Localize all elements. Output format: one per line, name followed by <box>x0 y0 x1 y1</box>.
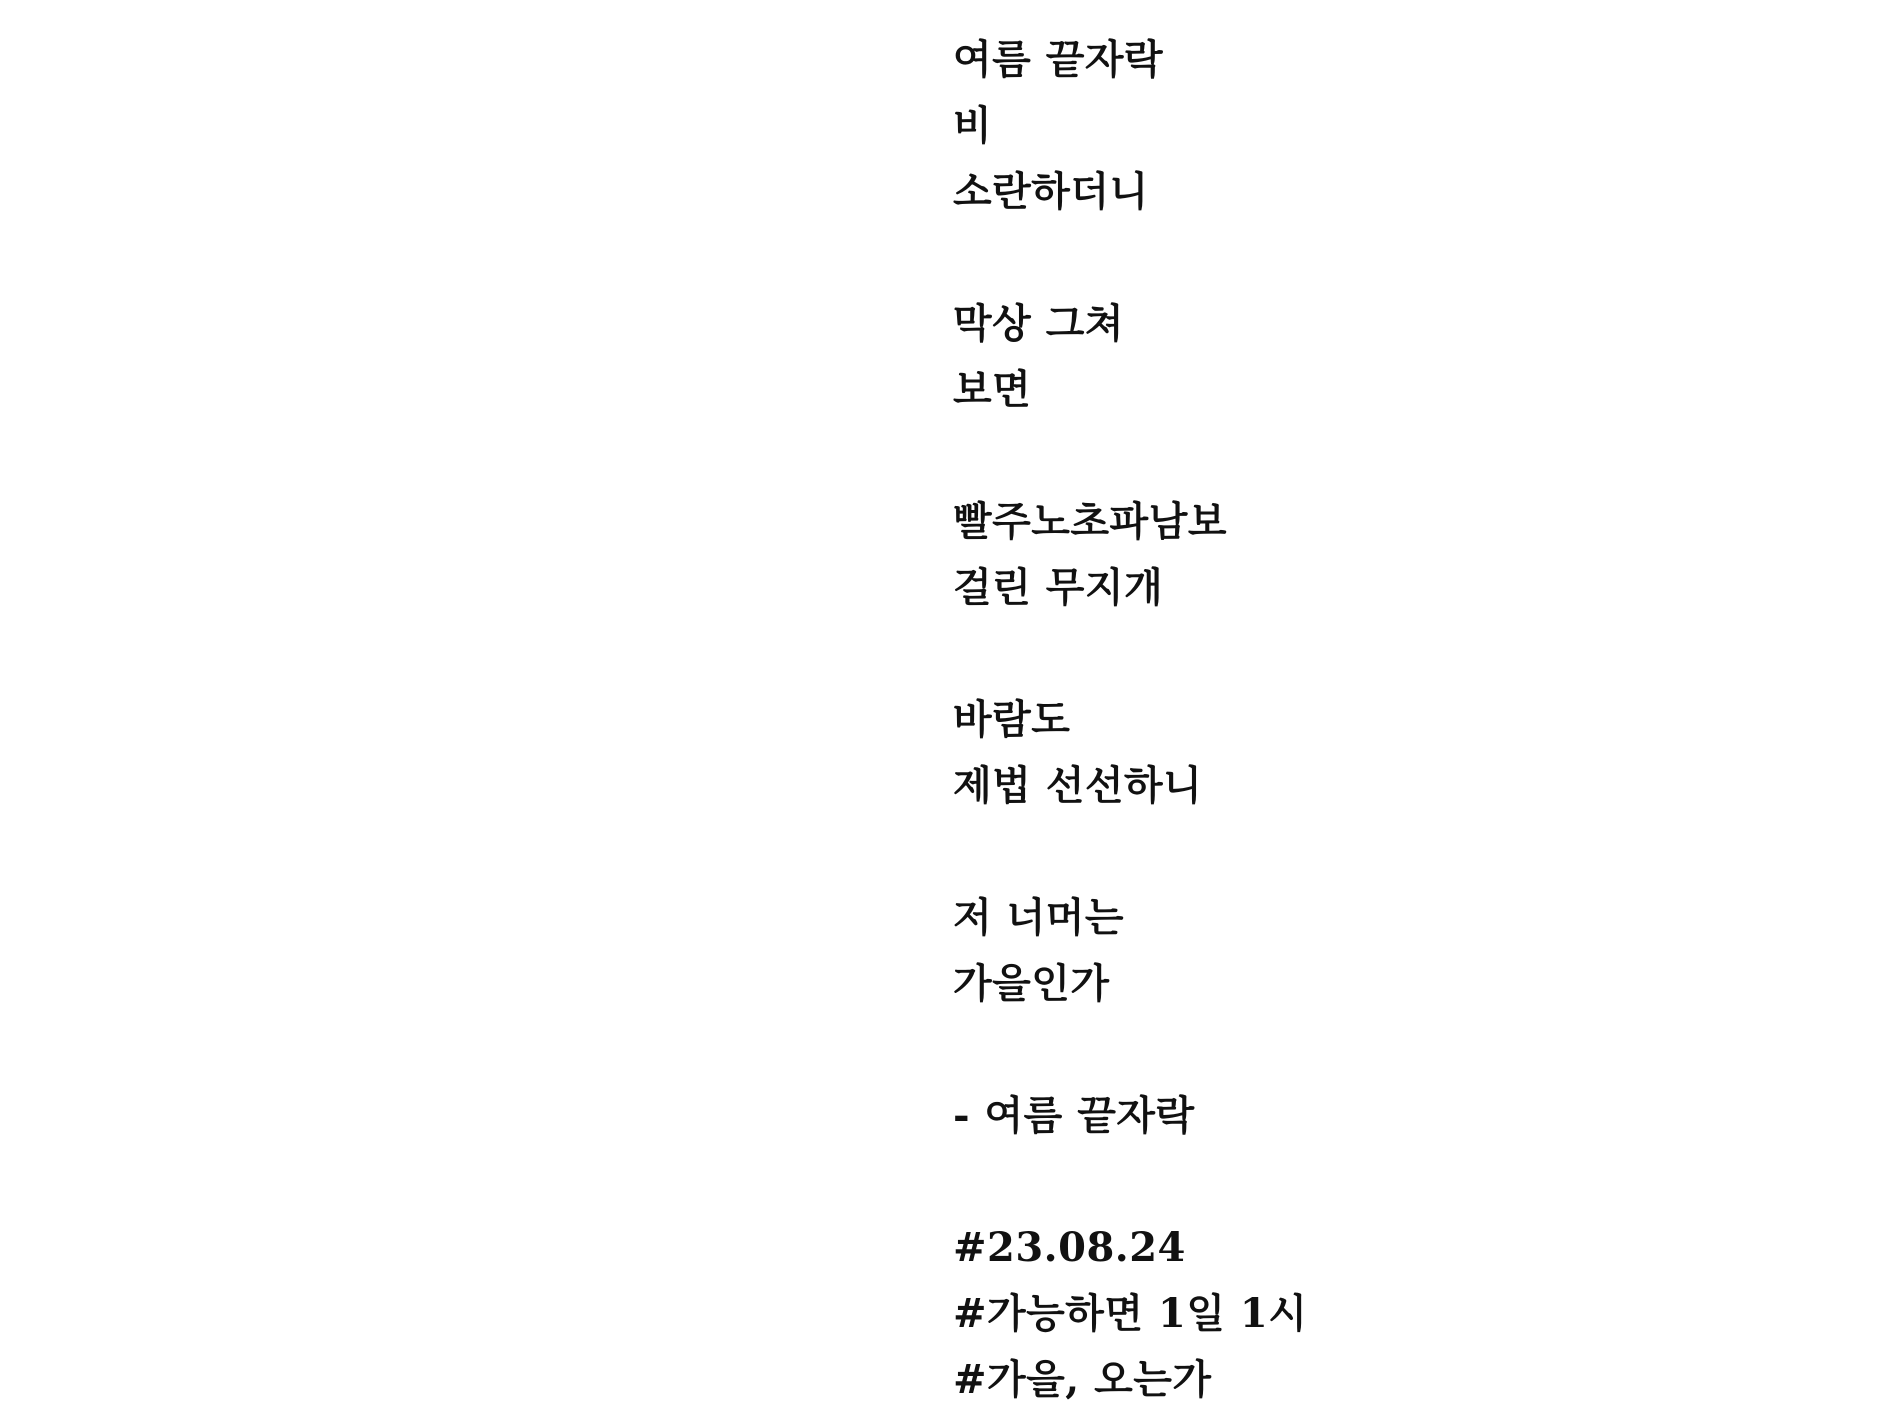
poem-line: 소란하더니 <box>953 168 1149 215</box>
hashtag-daily-poem: #가능하면 1일 1시 <box>953 1290 1308 1337</box>
poem-line: 바람도 <box>953 696 1071 743</box>
poem-line: 보면 <box>953 366 1032 413</box>
poem-line: 제법 선선하니 <box>953 762 1203 809</box>
poem-line: 비 <box>953 102 993 149</box>
poem-attribution: - 여름 끝자락 <box>953 1092 1195 1139</box>
poem-text <box>953 27 1853 1413</box>
stanza-2 <box>953 291 1853 423</box>
poem-line: 가을인가 <box>953 960 1110 1007</box>
hashtag-date: #23.08.24 <box>953 1224 1186 1271</box>
hashtag-list <box>953 1215 1853 1413</box>
stanza-gap <box>953 1149 1853 1215</box>
stanza-gap <box>953 225 1853 291</box>
stanza-gap <box>953 621 1853 687</box>
hashtag-autumn: #가을, 오는가 <box>953 1356 1212 1403</box>
stanza-gap <box>953 423 1853 489</box>
poem-line: 빨주노초파남보 <box>953 498 1227 545</box>
poem-line: 저 너머는 <box>953 894 1124 941</box>
stanza-1 <box>953 27 1853 225</box>
stanza-4 <box>953 687 1853 819</box>
poem-line: 걸린 무지개 <box>953 564 1164 611</box>
stanza-gap <box>953 819 1853 885</box>
stanza-5 <box>953 885 1853 1017</box>
poem-line: 여름 끝자락 <box>953 36 1164 83</box>
stanza-3 <box>953 489 1853 621</box>
stanza-gap <box>953 1017 1853 1083</box>
poem-line: 막상 그쳐 <box>953 300 1124 347</box>
